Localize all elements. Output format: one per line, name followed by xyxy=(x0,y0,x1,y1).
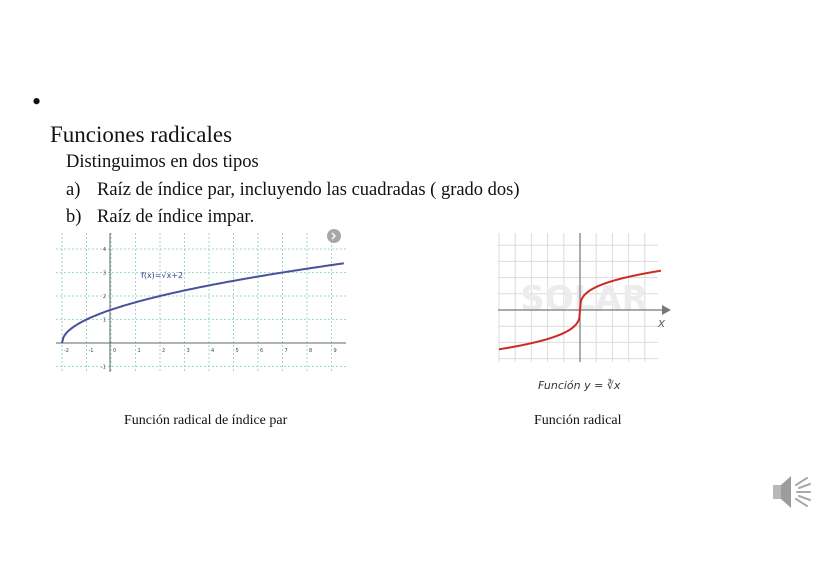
x-tick-label: 2 xyxy=(162,348,166,354)
bullet-point: • xyxy=(32,87,42,116)
x-tick-label: 8 xyxy=(309,348,313,354)
list-item xyxy=(66,207,254,228)
y-tick-label: 1 xyxy=(102,317,106,324)
x-tick-label: 1 xyxy=(137,348,141,354)
y-tick-label: 3 xyxy=(102,270,106,277)
y-tick-label: -1 xyxy=(101,364,106,371)
x-tick-label: 7 xyxy=(284,348,288,354)
x-tick-label: 3 xyxy=(186,348,190,354)
x-tick-label: -1 xyxy=(88,348,94,354)
graph-grid xyxy=(56,233,346,372)
watermark-text: SOLAR xyxy=(520,279,648,319)
x-tick-label: 5 xyxy=(235,348,239,354)
x-axis-label: x xyxy=(658,316,666,330)
x-tick-label: 9 xyxy=(333,348,337,354)
formula-label: Función y = ∛x xyxy=(538,379,621,392)
y-tick-label: 4 xyxy=(102,247,106,253)
list-marker: b) xyxy=(66,207,82,227)
slide-title: Funciones radicales xyxy=(50,122,233,147)
list-item xyxy=(66,180,520,201)
list-item-text: Raíz de índice par, incluyendo las cuadradas ( grado dos) xyxy=(97,180,520,200)
x-tick-label: 0 xyxy=(113,348,117,354)
x-tick-label: -2 xyxy=(64,348,69,354)
list-marker: a) xyxy=(66,180,81,200)
info-icon xyxy=(327,229,341,243)
list-item-text: Raíz de índice impar. xyxy=(97,207,255,227)
odd-root-graph xyxy=(496,230,674,394)
speaker-icon[interactable] xyxy=(770,471,814,513)
x-tick-label: 6 xyxy=(260,348,264,354)
figure-caption: Función radical de índice par xyxy=(124,413,288,428)
x-tick-label: 4 xyxy=(211,348,215,354)
even-root-graph xyxy=(56,230,348,372)
figure-caption: Función radical xyxy=(534,413,622,428)
y-tick-label: 2 xyxy=(102,294,106,300)
formula-label: f(x)=√x+2 xyxy=(141,271,184,280)
x-axis-arrow-icon xyxy=(662,305,671,315)
intro-text: Distinguimos en dos tipos xyxy=(66,152,259,172)
